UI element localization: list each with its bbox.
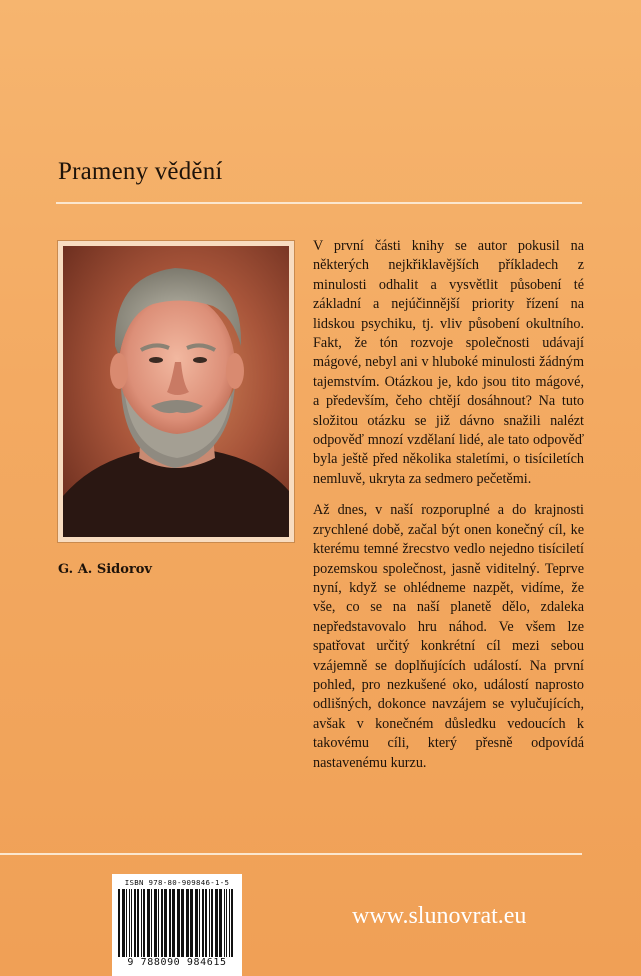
author-portrait-illustration xyxy=(63,246,289,537)
barcode-bar xyxy=(158,889,159,957)
barcode-bar xyxy=(202,889,204,957)
barcode-bar xyxy=(122,889,125,957)
author-name: G. A. Sidorov xyxy=(58,562,152,577)
barcode-bar xyxy=(209,889,210,957)
barcode-bar xyxy=(215,889,218,957)
series-title: Prameny vědění xyxy=(58,158,223,185)
barcode-bar xyxy=(147,889,150,957)
author-photo xyxy=(63,246,289,537)
blurb-paragraph: V první části knihy se autor pokusil na některých nejkřiklavějších příkladech z minulosti odhalit a vysvětlit působení té základní a nejúčinnější priority řízení na lidskou psychiku, tj. vliv působení okultního. Fakt, že tón rozvoje společnosti udávají mágové, nebyl ani v hluboké minulosti žádným tajemstvím. Otázkou je, kdo jsou tito mágové, a především, čeho chtějí dosáhnout? Na tuto složitou otázku se již dávno snažili nalézt odpověď mnozí vzdělaní lidé, ale tato odpověď byla ještě před několika staletími, o tisíciletích nemluvě, ukryta za sedmero pečetěmi. xyxy=(313,238,584,487)
barcode-bar xyxy=(226,889,227,957)
barcode-bar xyxy=(137,889,139,957)
barcode-bar xyxy=(169,889,171,957)
barcode-bar xyxy=(219,889,222,957)
barcode-bar xyxy=(181,889,184,957)
bottom-divider xyxy=(0,853,582,855)
barcode-bar xyxy=(161,889,163,957)
barcode-bar xyxy=(131,889,132,957)
barcode-bar xyxy=(141,889,142,957)
barcode-bar xyxy=(126,889,127,957)
isbn-label: ISBN 978-80-909846-1-5 xyxy=(124,878,230,887)
blurb-paragraph: Až dnes, v naší rozporuplné a do krajnosti zrychlené době, začal být onen konečný cíl, ke kterému temné žrecstvo vedlo nejedno tisíciletí pozemskou společnost, jasně viditelný. Teprve nyní, když se ohlédneme nazpět, vidíme, že vše, co se na naší planetě dělo, zdaleka nepředstavovalo hru náhod. Ve všem lze spatřovat určitý konkrétní cíl mezi sebou vzájemně se doplňujících událostí. Na první pohled, pro nezkušené oko, událostí naprosto odlišných, dokonce navzájem se vylučujících, avšak v konečném důsledku vedoucích k takovému cíli, který přesně odpovídá nastavenému kurzu. xyxy=(313,502,584,771)
barcode-bar xyxy=(164,889,167,957)
barcode-bar xyxy=(154,889,157,957)
barcode-bar xyxy=(190,889,193,957)
author-photo-frame xyxy=(57,240,295,543)
book-blurb xyxy=(313,237,584,785)
barcode-bar xyxy=(195,889,198,957)
barcode-bar xyxy=(172,889,175,957)
barcode-bar xyxy=(224,889,225,957)
barcode-bar xyxy=(205,889,207,957)
barcode-bar xyxy=(186,889,189,957)
barcode-bar xyxy=(151,889,152,957)
barcode-bar xyxy=(143,889,145,957)
barcode-bar xyxy=(177,889,180,957)
isbn-barcode xyxy=(112,874,242,976)
barcode-bar xyxy=(118,889,120,957)
barcode-bars xyxy=(118,889,236,957)
barcode-bar xyxy=(134,889,136,957)
barcode-bar xyxy=(211,889,213,957)
barcode-bar xyxy=(129,889,130,957)
barcode-bar xyxy=(199,889,200,957)
publisher-website: www.slunovrat.eu xyxy=(352,903,527,929)
barcode-bar xyxy=(231,889,233,957)
barcode-bar xyxy=(229,889,230,957)
barcode-digits: 9 788090 984615 xyxy=(127,957,227,968)
top-divider xyxy=(56,202,582,204)
